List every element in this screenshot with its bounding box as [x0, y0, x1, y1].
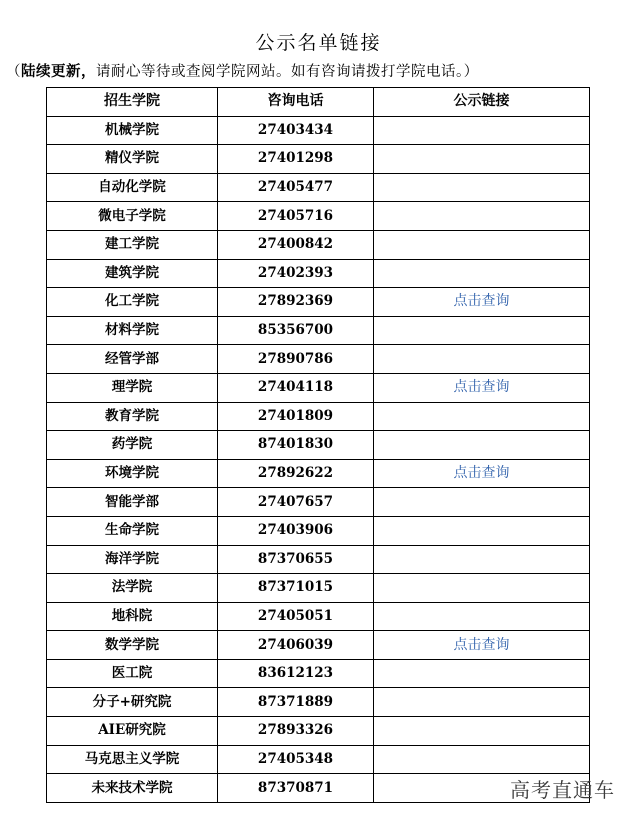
link-cell	[374, 631, 590, 660]
subtitle-rest: 请耐心等待或查阅学院网站。如有咨询请拨打学院电话。）	[96, 64, 479, 80]
table-row	[47, 316, 590, 345]
link-cell	[374, 316, 590, 345]
phone-number: 27407657	[218, 488, 374, 517]
link-cell	[374, 431, 590, 460]
table-row	[47, 431, 590, 460]
table-row	[47, 688, 590, 717]
link-cell	[374, 688, 590, 717]
phone-number: 27405716	[218, 202, 374, 231]
college-name: 机械学院	[47, 116, 218, 145]
link-cell	[374, 717, 590, 746]
college-name: 马克思主义学院	[47, 745, 218, 774]
table-row	[47, 516, 590, 545]
link-cell	[374, 516, 590, 545]
table-row	[47, 173, 590, 202]
phone-number: 87371015	[218, 574, 374, 603]
phone-number: 27893326	[218, 717, 374, 746]
table-row	[47, 373, 590, 402]
phone-number: 27892369	[218, 288, 374, 317]
table-row	[47, 774, 590, 803]
table-row	[47, 145, 590, 174]
link-cell	[374, 488, 590, 517]
phone-number: 27400842	[218, 230, 374, 259]
link-cell	[374, 602, 590, 631]
query-link[interactable]: 点击查询	[453, 636, 510, 653]
table-row	[47, 717, 590, 746]
college-name: 理学院	[47, 373, 218, 402]
table-row	[47, 345, 590, 374]
phone-number: 27406039	[218, 631, 374, 660]
link-cell	[374, 145, 590, 174]
table-row	[47, 288, 590, 317]
query-link[interactable]: 点击查询	[453, 293, 510, 310]
table-row	[47, 659, 590, 688]
phone-number: 27401809	[218, 402, 374, 431]
table-row	[47, 459, 590, 488]
college-name: 法学院	[47, 574, 218, 603]
table-row	[47, 631, 590, 660]
link-cell	[374, 659, 590, 688]
phone-number: 87371889	[218, 688, 374, 717]
link-cell	[374, 459, 590, 488]
link-cell	[374, 373, 590, 402]
link-cell	[374, 230, 590, 259]
phone-number: 27890786	[218, 345, 374, 374]
college-name: 药学院	[47, 431, 218, 460]
link-cell	[374, 402, 590, 431]
phone-number: 27405051	[218, 602, 374, 631]
table-row	[47, 745, 590, 774]
phone-number: 27401298	[218, 145, 374, 174]
link-cell	[374, 545, 590, 574]
college-name: 材料学院	[47, 316, 218, 345]
link-cell	[374, 202, 590, 231]
college-name: 建筑学院	[47, 259, 218, 288]
phone-number: 27404118	[218, 373, 374, 402]
phone-number: 83612123	[218, 659, 374, 688]
college-name: 环境学院	[47, 459, 218, 488]
college-name: 智能学部	[47, 488, 218, 517]
table-row	[47, 545, 590, 574]
college-name: 生命学院	[47, 516, 218, 545]
link-cell	[374, 288, 590, 317]
phone-number: 87370871	[218, 774, 374, 803]
link-cell	[374, 574, 590, 603]
college-name: 经管学部	[47, 345, 218, 374]
query-link[interactable]: 点击查询	[453, 379, 510, 396]
table-row	[47, 259, 590, 288]
phone-number: 27402393	[218, 259, 374, 288]
table-row	[47, 602, 590, 631]
link-cell	[374, 173, 590, 202]
page-subtitle	[6, 60, 631, 81]
table-row	[47, 202, 590, 231]
phone-number: 27892622	[218, 459, 374, 488]
link-cell	[374, 116, 590, 145]
college-name: 医工院	[47, 659, 218, 688]
college-name: 地科院	[47, 602, 218, 631]
college-name: 精仪学院	[47, 145, 218, 174]
phone-number: 87401830	[218, 431, 374, 460]
phone-number: 27403906	[218, 516, 374, 545]
header-phone: 咨询电话	[218, 88, 374, 117]
phone-number: 87370655	[218, 545, 374, 574]
table-row	[47, 574, 590, 603]
table-row	[47, 488, 590, 517]
table-header-row	[47, 88, 590, 117]
header-link: 公示链接	[374, 88, 590, 117]
college-name: 数学学院	[47, 631, 218, 660]
college-name: 未来技术学院	[47, 774, 218, 803]
college-name: 建工学院	[47, 230, 218, 259]
college-contact-table	[46, 87, 590, 803]
subtitle-bold: 陆续更新，	[21, 63, 96, 80]
link-cell	[374, 259, 590, 288]
table-row	[47, 230, 590, 259]
phone-number: 27403434	[218, 116, 374, 145]
phone-number: 27405477	[218, 173, 374, 202]
college-name: 教育学院	[47, 402, 218, 431]
table-row	[47, 402, 590, 431]
table-row	[47, 116, 590, 145]
phone-number: 85356700	[218, 316, 374, 345]
college-name: 分子+研究院	[47, 688, 218, 717]
header-college: 招生学院	[47, 88, 218, 117]
college-name: 微电子学院	[47, 202, 218, 231]
subtitle-open: （	[6, 64, 21, 80]
link-cell	[374, 345, 590, 374]
college-name: 化工学院	[47, 288, 218, 317]
college-name: 自动化学院	[47, 173, 218, 202]
link-cell	[374, 745, 590, 774]
page-title: 公示名单链接	[255, 32, 382, 54]
watermark: 高考直通车	[510, 778, 615, 802]
query-link[interactable]: 点击查询	[453, 465, 510, 482]
college-name: AIE研究院	[47, 717, 218, 746]
phone-number: 27405348	[218, 745, 374, 774]
college-name: 海洋学院	[47, 545, 218, 574]
